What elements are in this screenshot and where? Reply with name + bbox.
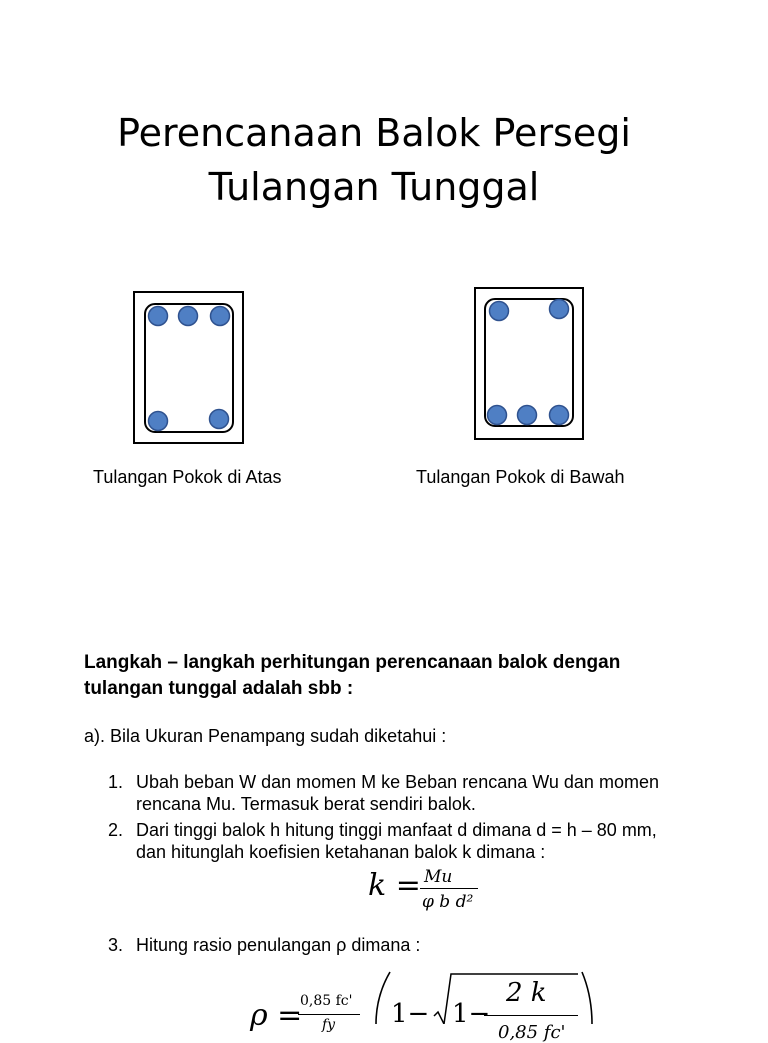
- section-a-label: a). Bila Ukuran Penampang sudah diketahui :: [84, 726, 447, 746]
- formula-rho-inner-num: 2 k: [506, 978, 547, 1008]
- step-line: dan hitunglah koefisien ketahanan balok k dimana :: [136, 842, 546, 862]
- step-text: [136, 934, 420, 956]
- caption-bottom-rebar: Tulangan Pokok di Bawah: [416, 467, 625, 487]
- page-title: [0, 106, 748, 214]
- rebar-circle: [490, 302, 509, 321]
- step-text: [136, 771, 659, 815]
- caption-top-rebar: Tulangan Pokok di Atas: [93, 467, 282, 487]
- formula-rho-lhs: ρ =: [250, 998, 303, 1033]
- formula-k-lhs: k =: [368, 868, 421, 903]
- beam-section-bottom-rebar: [470, 283, 590, 445]
- formula-k: [368, 866, 488, 918]
- rebar-circle: [210, 410, 229, 429]
- formula-rho-coef-den: fy: [322, 1017, 336, 1033]
- heading-line-2: tulangan tunggal adalah sbb :: [84, 678, 354, 699]
- step-line: rencana Mu. Termasuk berat sendiri balok.: [136, 794, 476, 814]
- beam-section-top-rebar: [130, 288, 250, 450]
- formula-k-denominator: φ b d²: [422, 892, 474, 912]
- rebar-circle: [550, 300, 569, 319]
- fraction-bar: [484, 1015, 578, 1016]
- rebar-circle: [550, 406, 569, 425]
- rebar-circle: [179, 307, 198, 326]
- formula-rho-inner-den: 0,85 fc': [498, 1022, 566, 1043]
- step-text: [136, 819, 657, 863]
- step-number: 3.: [108, 935, 124, 955]
- formula-rho-one-b: 1−: [452, 999, 491, 1029]
- rebar-circle: [149, 307, 168, 326]
- formula-rho: [248, 966, 598, 1043]
- fraction-bar: [420, 888, 478, 889]
- rebar-circle: [149, 412, 168, 431]
- title-line-2: Tulangan Tunggal: [208, 165, 540, 209]
- formula-rho-coef-num: 0,85 fc': [300, 993, 353, 1009]
- step-line: Dari tinggi balok h hitung tinggi manfaat d dimana d = h – 80 mm,: [136, 820, 657, 840]
- steps-heading: [84, 650, 724, 702]
- step-number: 2.: [108, 820, 124, 840]
- title-line-1: Perencanaan Balok Persegi: [117, 111, 631, 155]
- step-number: 1.: [108, 772, 124, 792]
- rebar-circle: [488, 406, 507, 425]
- step-line: Ubah beban W dan momen M ke Beban rencana Wu dan momen: [136, 772, 659, 792]
- formula-k-numerator: Mu: [424, 867, 453, 887]
- rebar-circle: [211, 307, 230, 326]
- heading-line-1: Langkah – langkah perhitungan perencanaan balok dengan: [84, 652, 621, 673]
- formula-rho-one-a: 1−: [391, 999, 430, 1029]
- step-line: Hitung rasio penulangan ρ dimana :: [136, 935, 421, 955]
- rebar-circle: [518, 406, 537, 425]
